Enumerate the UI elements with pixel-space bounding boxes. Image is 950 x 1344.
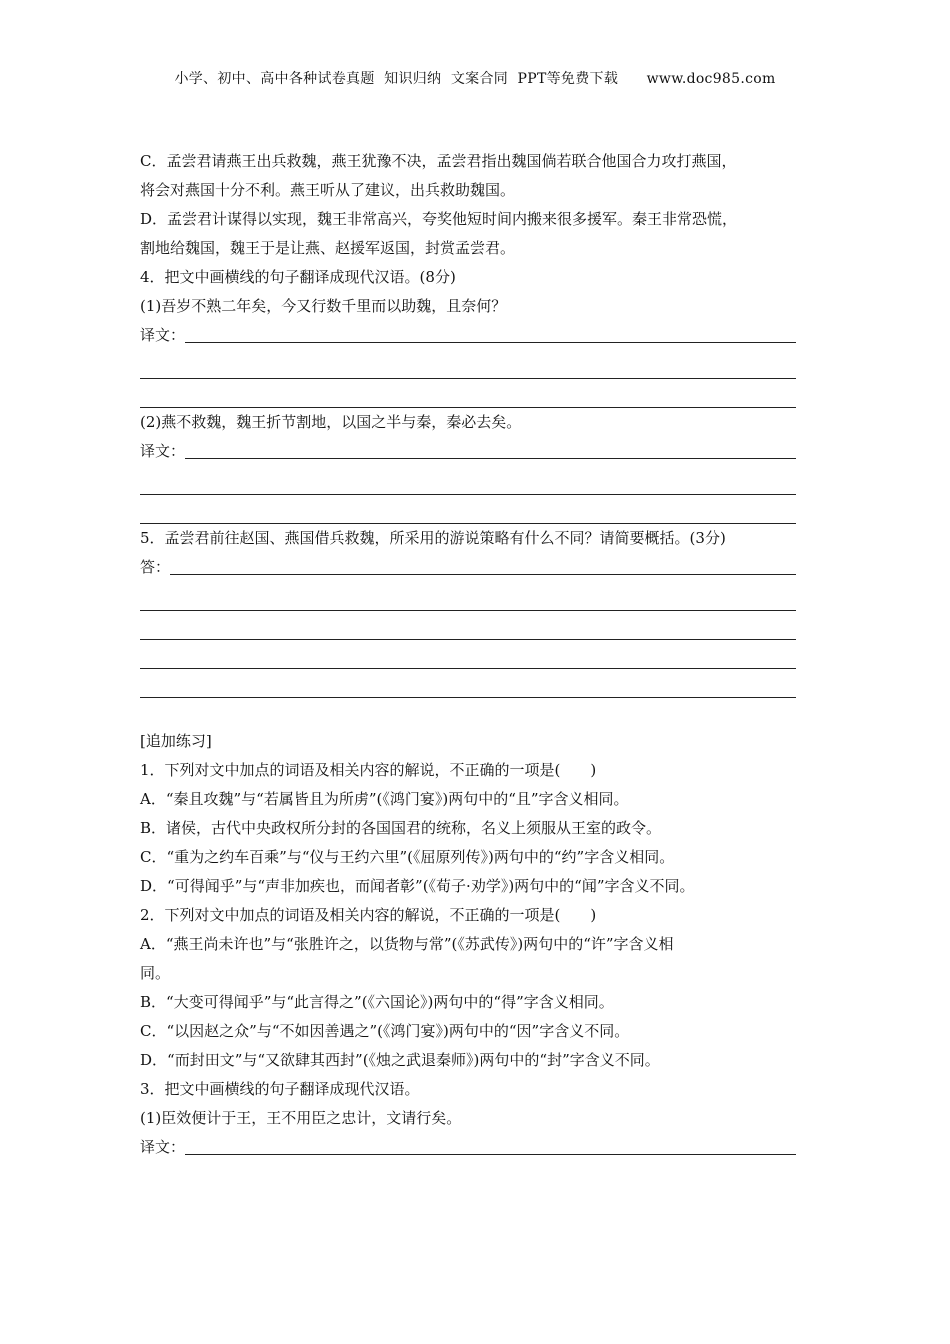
question-4-1: (1)吾岁不熟二年矣，今又行数千里而以助魏，且奈何？ bbox=[140, 297, 507, 315]
answer-blank-line[interactable] bbox=[140, 611, 796, 640]
option-d-line-2: 割地给魏国，魏王于是让燕、赵援军返国，封赏孟尝君。 bbox=[140, 239, 516, 257]
option-c-line-2: 将会对燕国十分不利。燕王听从了建议，出兵救助魏国。 bbox=[140, 181, 516, 199]
extra-q2-option-b: B．“大变可得闻乎”与“此言得之”(《六国论》)两句中的“得”字含义相同。 bbox=[140, 993, 614, 1011]
answer-rule bbox=[185, 342, 796, 343]
answer-5[interactable] bbox=[140, 553, 796, 582]
extra-q1-option-b: B．诸侯，古代中央政权所分封的各国国君的统称，名义上须服从王室的政令。 bbox=[140, 819, 662, 837]
extra-q1-option-a: A．“秦且攻魏”与“若属皆且为所虏”(《鸿门宴》)两句中的“且”字含义相同。 bbox=[140, 790, 629, 808]
answer-rule bbox=[185, 1154, 796, 1155]
document-body bbox=[140, 147, 796, 1162]
answer-blank-line[interactable] bbox=[140, 640, 796, 669]
option-c-line-1: C．孟尝君请燕王出兵救魏，燕王犹豫不决，孟尝君指出魏国倘若联合他国合力攻打燕国， bbox=[140, 152, 737, 170]
question-4-2: (2)燕不救魏，魏王折节割地，以国之半与秦，秦必去矣。 bbox=[140, 413, 522, 431]
answer-blank-line[interactable] bbox=[140, 582, 796, 611]
page-header: 小学、初中、高中各种试卷真题 知识归纳 文案合同 PPT等免费下载 www.doc985.com bbox=[174, 71, 776, 87]
question-4-title: 4．把文中画横线的句子翻译成现代汉语。(8分) bbox=[140, 268, 456, 286]
answer-rule bbox=[185, 458, 796, 459]
translation-answer-2[interactable] bbox=[140, 437, 796, 466]
translation-label: 译文： bbox=[140, 326, 186, 344]
extra-q3-1: (1)臣效便计于王，王不用臣之忠计，文请行矣。 bbox=[140, 1109, 462, 1127]
answer-blank-line[interactable] bbox=[140, 466, 796, 495]
extra-q1-option-c: C．“重为之约车百乘”与“仪与王约六里”(《屈原列传》)两句中的“约”字含义相同。 bbox=[140, 848, 675, 866]
translation-label: 译文： bbox=[140, 1138, 186, 1156]
extra-q1-option-d: D．“可得闻乎”与“声非加疾也，而闻者彰”(《荀子·劝学》)两句中的“闻”字含义不同。 bbox=[140, 877, 695, 895]
answer-blank-line[interactable] bbox=[140, 379, 796, 408]
section-gap bbox=[140, 698, 796, 727]
answer-blank-line[interactable] bbox=[140, 350, 796, 379]
extra-translation-answer[interactable] bbox=[140, 1133, 796, 1162]
answer-rule bbox=[170, 574, 796, 575]
extra-practice-title: [追加练习] bbox=[140, 732, 212, 750]
answer-blank-line[interactable] bbox=[140, 669, 796, 698]
extra-q1: 1．下列对文中加点的词语及相关内容的解说，不正确的一项是( ) bbox=[140, 761, 597, 779]
extra-q2-option-c: C．“以因赵之众”与“不如因善遇之”(《鸿门宴》)两句中的“因”字含义不同。 bbox=[140, 1022, 630, 1040]
extra-q2-option-d: D．“而封田文”与“又欲肆其西封”(《烛之武退秦师》)两句中的“封”字含义不同。 bbox=[140, 1051, 660, 1069]
answer-blank-line[interactable] bbox=[140, 495, 796, 524]
extra-q2-option-a-line-1: A．“燕王尚未许也”与“张胜许之，以货物与常”(《苏武传》)两句中的“许”字含义相 bbox=[140, 935, 674, 953]
translation-label: 译文： bbox=[140, 442, 186, 460]
extra-q2: 2．下列对文中加点的词语及相关内容的解说，不正确的一项是( ) bbox=[140, 906, 597, 924]
extra-q3: 3．把文中画横线的句子翻译成现代汉语。 bbox=[140, 1080, 420, 1098]
question-5: 5．孟尝君前往赵国、燕国借兵救魏，所采用的游说策略有什么不同？请简要概括。(3分) bbox=[140, 529, 726, 547]
translation-answer-1[interactable] bbox=[140, 321, 796, 350]
extra-q2-option-a-line-2: 同。 bbox=[140, 964, 171, 982]
option-d-line-1: D．孟尝君计谋得以实现，魏王非常高兴，夸奖他短时间内搬来很多援军。秦王非常恐慌， bbox=[140, 210, 738, 228]
answer-label: 答： bbox=[140, 558, 171, 576]
